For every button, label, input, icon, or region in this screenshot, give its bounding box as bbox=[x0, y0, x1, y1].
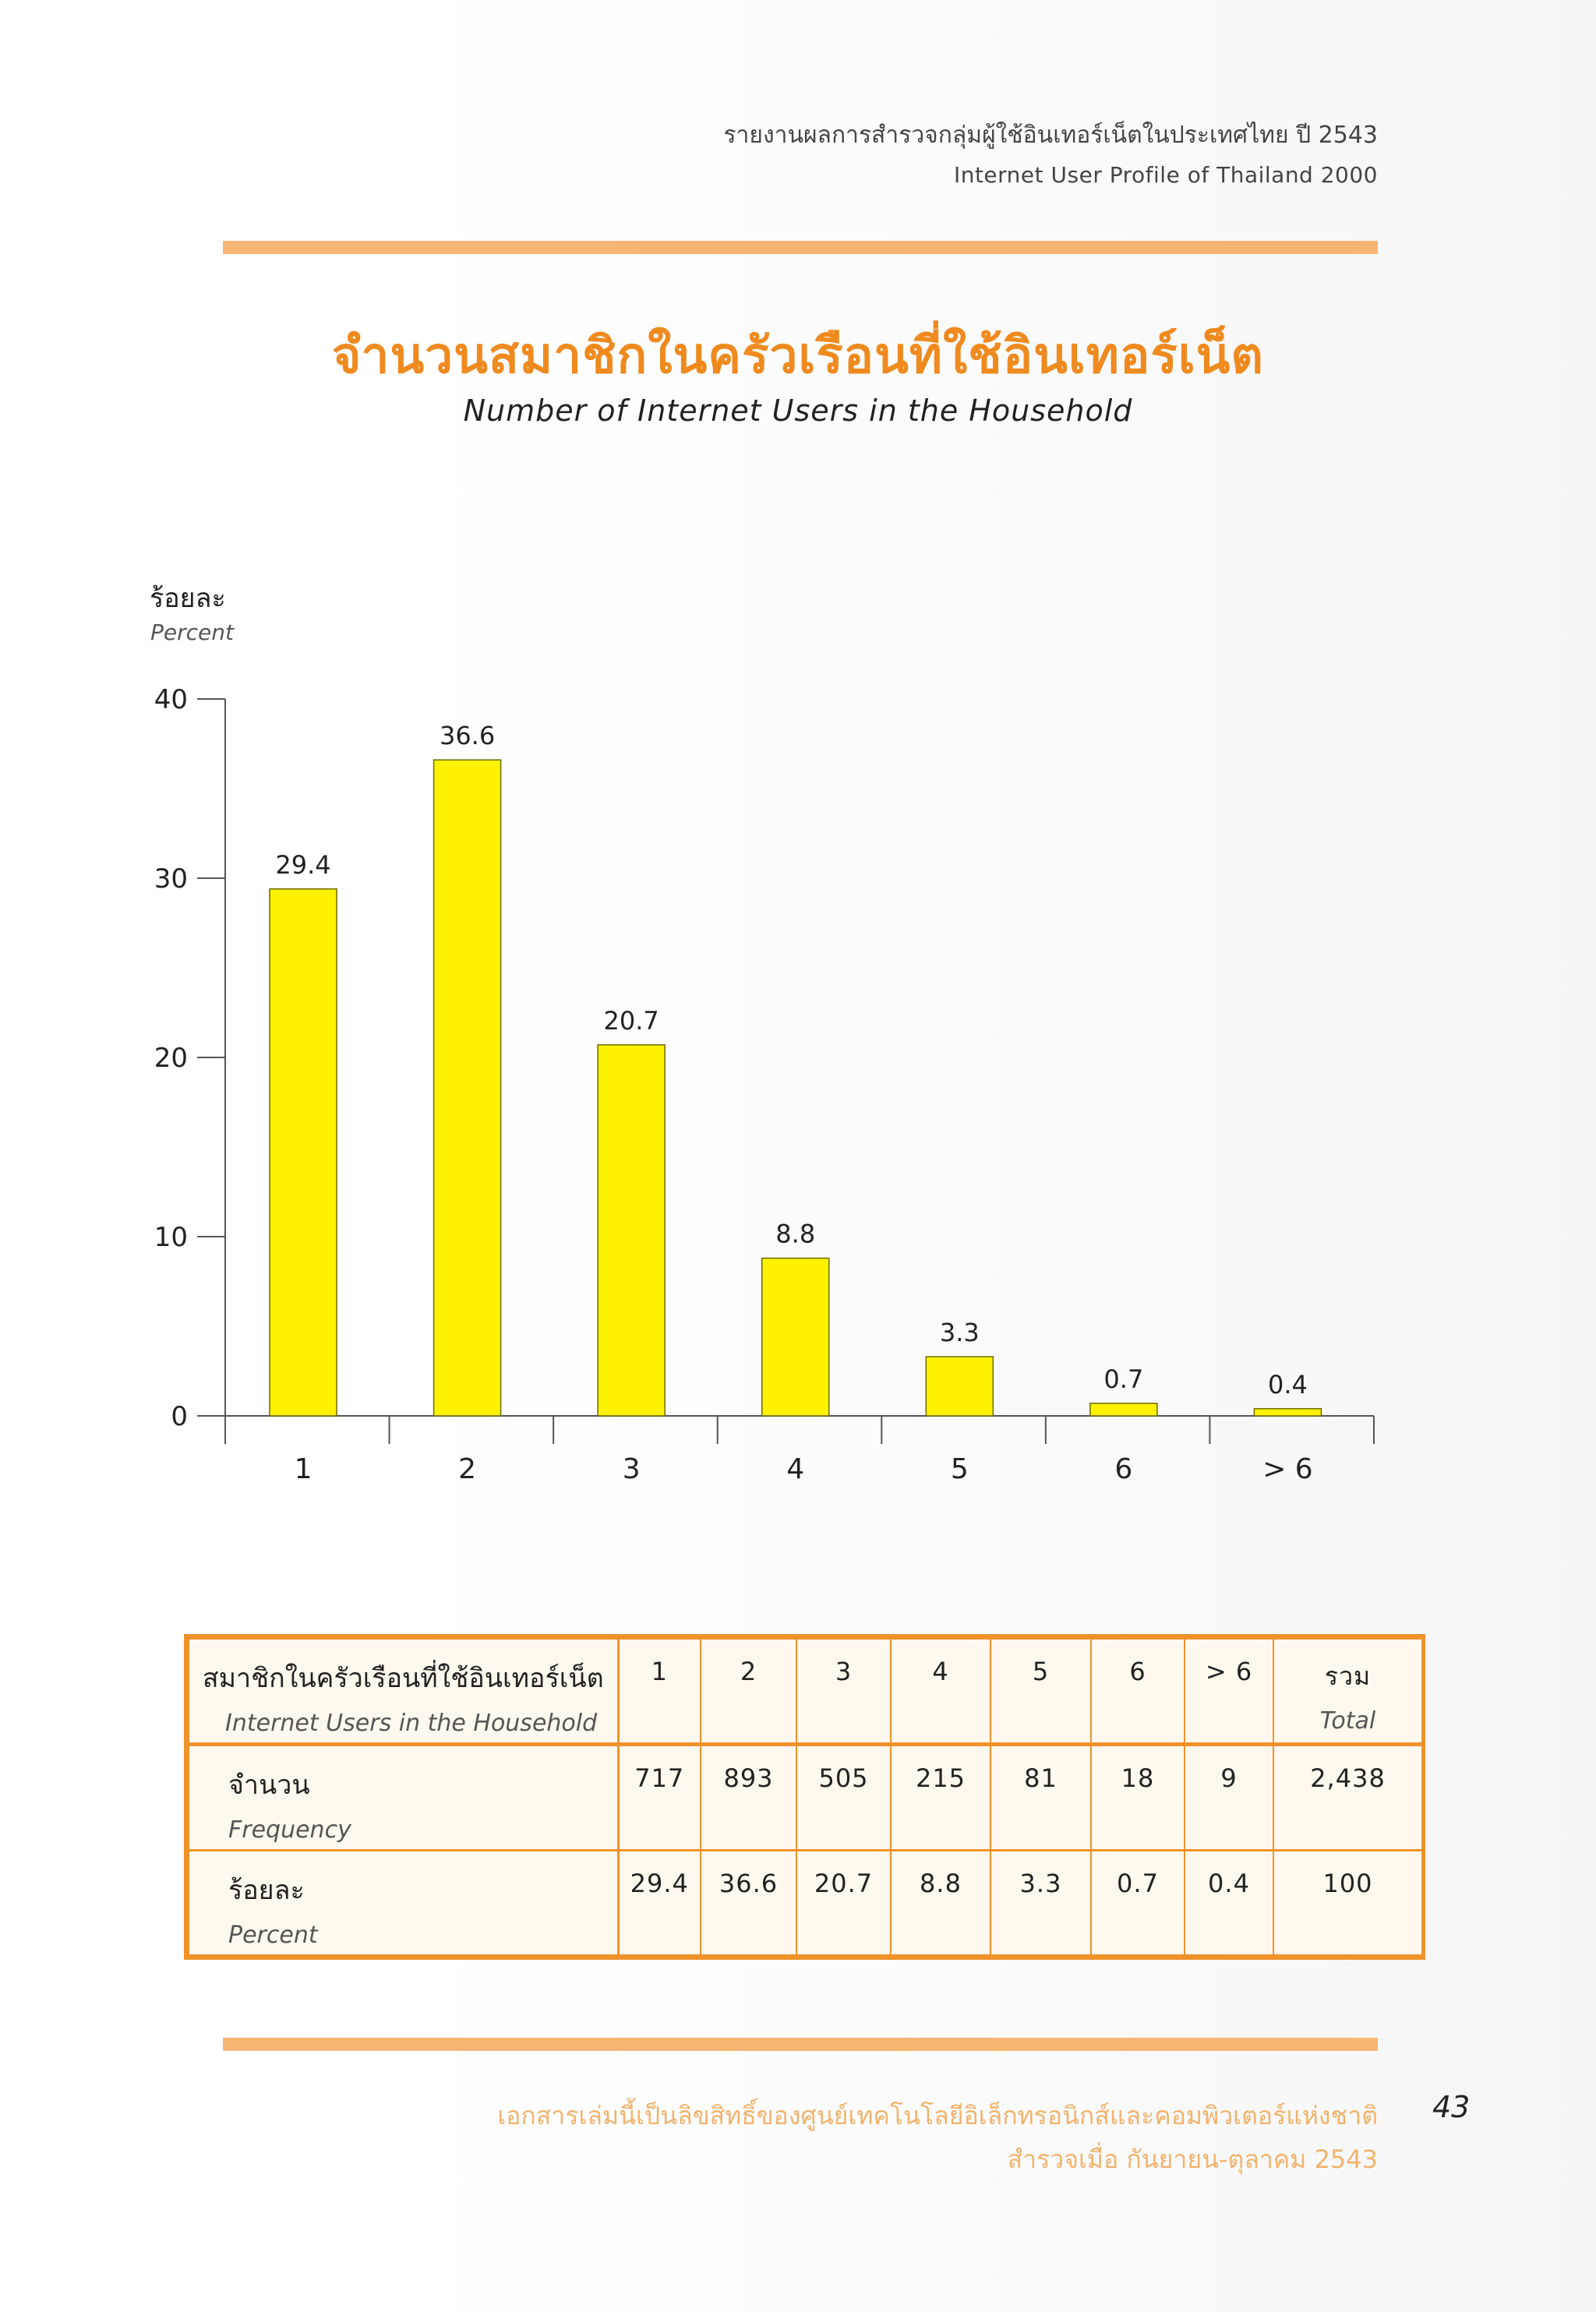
y-tick-label: 10 bbox=[154, 1222, 188, 1253]
table-cell: 0.7 bbox=[1091, 1851, 1185, 1955]
bar-4 bbox=[762, 1258, 829, 1416]
table-cell-total: 100 bbox=[1273, 1851, 1422, 1955]
survey-date-note: สำรวจเมื่อ กันยายน-ตุลาคม 2543 bbox=[1007, 2144, 1378, 2174]
row-label-cell bbox=[189, 1851, 618, 1955]
figure-title-english: Number of Internet Users in the Household bbox=[463, 394, 1133, 428]
header-col-more-than-6: > 6 bbox=[1185, 1639, 1273, 1745]
table-cell: 215 bbox=[891, 1745, 990, 1851]
table-header-row bbox=[189, 1639, 1422, 1745]
header-total-thai: รวม bbox=[1324, 1661, 1372, 1691]
header-col-5: 5 bbox=[990, 1639, 1091, 1745]
row-label-thai: ร้อยละ bbox=[228, 1875, 305, 1907]
y-tick-label: 40 bbox=[154, 684, 188, 715]
row-label-english: Frequency bbox=[228, 1816, 351, 1844]
bar-value-label: 36.6 bbox=[439, 721, 496, 751]
header-label-thai: สมาชิกในครัวเรือนที่ใช้อินเทอร์เน็ต bbox=[202, 1663, 604, 1694]
x-tick-label: 3 bbox=[622, 1453, 641, 1485]
row-label-thai: จำนวน bbox=[228, 1770, 310, 1801]
header-label-cell bbox=[189, 1639, 618, 1745]
bar-5 bbox=[926, 1357, 993, 1416]
bar-value-label: 20.7 bbox=[603, 1005, 659, 1036]
bar-value-label: 0.4 bbox=[1268, 1369, 1308, 1400]
bar-value-label: 3.3 bbox=[939, 1318, 980, 1348]
header-col-2: 2 bbox=[701, 1639, 796, 1745]
header-col-4: 4 bbox=[891, 1639, 990, 1745]
bar-1 bbox=[270, 889, 337, 1416]
bar-2 bbox=[434, 760, 501, 1416]
bar-3 bbox=[598, 1045, 665, 1416]
row-label-cell bbox=[189, 1745, 618, 1851]
x-tick-label: 5 bbox=[950, 1453, 969, 1485]
table-cell: 0.4 bbox=[1185, 1851, 1273, 1955]
running-header-english: Internet User Profile of Thailand 2000 bbox=[953, 162, 1378, 188]
x-tick-label: 6 bbox=[1114, 1453, 1133, 1485]
table-cell: 9 bbox=[1185, 1745, 1273, 1851]
table-cell: 18 bbox=[1091, 1745, 1185, 1851]
chart-bars bbox=[270, 760, 1321, 1416]
table-cell: 717 bbox=[618, 1745, 701, 1851]
header-total-english: Total bbox=[1319, 1707, 1376, 1735]
table-row-percent bbox=[189, 1851, 1422, 1955]
header-col-3: 3 bbox=[796, 1639, 891, 1745]
table-cell: 3.3 bbox=[990, 1851, 1091, 1955]
copyright-note: เอกสารเล่มนี้เป็นลิขสิทธิ์ของศูนย์เทคโนโลยีอิเล็กทรอนิกส์และคอมพิวเตอร์แห่งชาติ bbox=[497, 2101, 1378, 2130]
table-cell: 893 bbox=[701, 1745, 796, 1851]
y-axis-label-english: Percent bbox=[150, 619, 234, 645]
header-label-english: Internet Users in the Household bbox=[225, 1710, 598, 1737]
bar-value-label: 8.8 bbox=[775, 1219, 816, 1249]
x-tick-label: 1 bbox=[294, 1453, 312, 1485]
table-cell: 36.6 bbox=[701, 1851, 796, 1955]
bar-7 bbox=[1254, 1409, 1321, 1416]
x-tick-label: > 6 bbox=[1262, 1453, 1313, 1485]
table-cell: 81 bbox=[990, 1745, 1091, 1851]
row-label-english: Percent bbox=[228, 1922, 318, 1950]
table-row-frequency bbox=[189, 1745, 1422, 1851]
figure-title-thai: จำนวนสมาชิกในครัวเรือนที่ใช้อินเทอร์เน็ต bbox=[332, 327, 1264, 385]
y-tick-label: 20 bbox=[154, 1043, 188, 1074]
header-col-total bbox=[1273, 1639, 1422, 1745]
running-header-thai: รายงานผลการสำรวจกลุ่มผู้ใช้อินเทอร์เน็ตในประเทศไทย ปี 2543 bbox=[723, 122, 1378, 149]
table-cell: 505 bbox=[796, 1745, 891, 1851]
table-cell: 8.8 bbox=[891, 1851, 990, 1955]
table-cell: 29.4 bbox=[618, 1851, 701, 1955]
page-number: 43 bbox=[1432, 2090, 1471, 2124]
header-col-6: 6 bbox=[1091, 1639, 1185, 1745]
y-tick-label: 0 bbox=[171, 1401, 188, 1432]
table-cell: 20.7 bbox=[796, 1851, 891, 1955]
x-tick-label: 2 bbox=[458, 1453, 477, 1485]
y-tick-label: 30 bbox=[154, 863, 188, 895]
x-tick-label: 4 bbox=[786, 1453, 805, 1485]
bar-6 bbox=[1090, 1403, 1157, 1416]
y-axis-label-thai: ร้อยละ bbox=[150, 583, 226, 614]
frequency-table bbox=[184, 1634, 1425, 1960]
table-cell-total: 2,438 bbox=[1273, 1745, 1422, 1851]
header-col-1: 1 bbox=[618, 1639, 701, 1745]
bar-value-label: 0.7 bbox=[1103, 1364, 1144, 1394]
bar-value-label: 29.4 bbox=[275, 849, 331, 880]
bottom-divider bbox=[223, 2038, 1378, 2051]
